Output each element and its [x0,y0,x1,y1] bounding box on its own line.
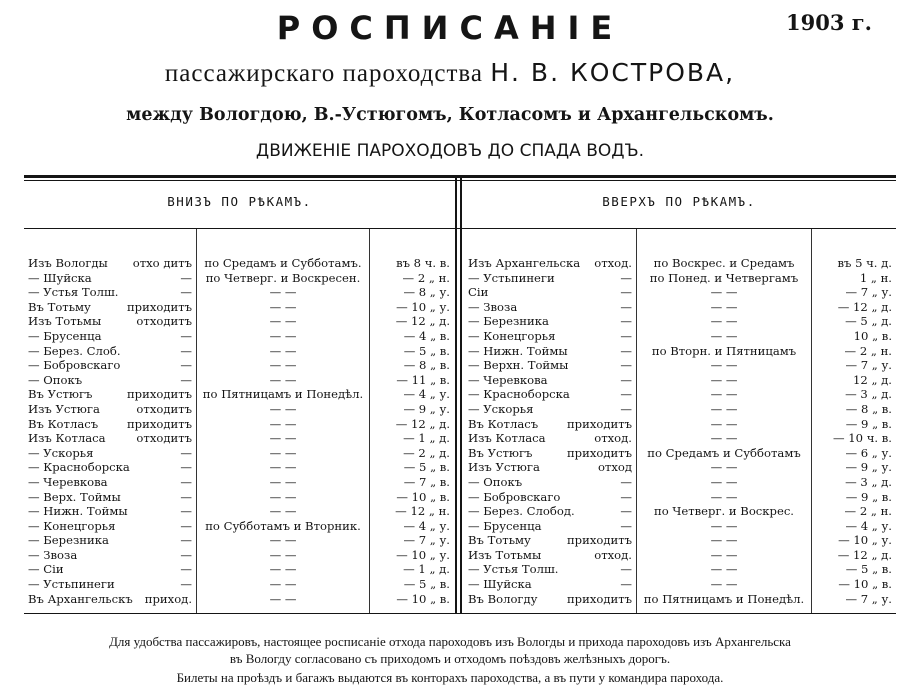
timetable-row [0,460,900,475]
cell-days: — — [710,474,738,489]
cell-place: — Красноборска [28,460,130,475]
cell-days: по Пятницамъ и Понедѣл. [202,387,364,402]
cell-days: — — [269,372,297,387]
timetable-row [0,256,900,271]
timetable-row [0,344,900,359]
cell-days: — — [269,431,297,446]
cell-place: — Устья Толш. [468,562,559,577]
cell-days: — — [269,416,297,431]
cell-place: — Шуйска [28,270,92,285]
cell-time: — 2 „ н. [402,270,450,285]
cell-days: — — [269,547,297,562]
timetable-row [0,446,900,461]
cell-action: приходитъ [566,445,632,460]
cell-action: — [620,489,632,504]
cell-place: — Устьпинеги [468,270,555,285]
cell-place: Въ Устюгъ [28,387,93,402]
cell-place: — Бобровскаго [28,358,121,373]
cell-days: по Субботамъ и Вторник. [205,518,361,533]
cell-days: — — [710,358,738,373]
cell-days: — — [710,285,738,300]
cell-action: отхо дитъ [132,256,192,270]
cell-days: — — [710,372,738,387]
timetable-row [0,475,900,490]
cell-days: — — [269,591,297,606]
cell-action: — [180,504,192,519]
cell-time: — 6 „ у. [845,445,892,460]
cell-time: — 7 „ у. [845,591,892,606]
cell-place: Въ Тотьму [28,299,91,314]
cell-place: — Устья Толш. [28,285,119,300]
timetable-row [0,504,900,519]
cell-time: въ 8 ч. в. [396,256,450,270]
movement-line: ДВИЖЕНІЕ ПАРОХОДОВЪ ДО СПАДА ВОДЪ. [255,141,645,161]
cell-place: — Верх. Тоймы [28,489,121,504]
cell-time: — 11 „ в. [396,372,450,387]
footer-line-3: Билеты на проѣздъ и багажъ выдаются въ конторахъ пароходства, а въ пути у командира парохода. [176,670,724,685]
cell-place: — Ускорья [468,401,534,416]
cell-action: — [180,562,192,577]
cell-action: — [180,577,192,592]
cell-place: — Ускорья [28,445,94,460]
cell-days: — — [269,328,297,343]
cell-action: приходитъ [566,416,632,431]
timetable-row [0,490,900,505]
cell-days: — — [710,416,738,431]
cell-time: 1 „ н. [859,270,892,285]
downstream-heading: ВНИЗЪ ПО РѢКАМЪ. [167,194,312,209]
timetable-row [0,358,900,373]
cell-days: — — [269,401,297,416]
owner-name: Н. В. КОСТРОВА, [490,58,736,87]
cell-time: — 3 „ д. [845,387,892,402]
cell-place: Изъ Устюга [468,460,540,475]
cell-action: приходитъ [126,387,192,402]
cell-days: — — [710,328,738,343]
cell-place: — Звоза [28,547,78,562]
cell-days: по Пятницамъ и Понедѣл. [643,591,805,606]
cell-time: — 8 „ в. [845,401,892,416]
cell-days: — — [710,460,738,475]
cell-action: — [620,372,632,387]
cell-days: — — [269,285,297,300]
cell-place: — Брусенца [28,328,102,343]
cell-time: — 3 „ д. [845,474,892,489]
cell-time: — 8 „ в. [403,358,450,373]
cell-days: по Средамъ и Субботамъ [647,445,801,460]
cell-place: Изъ Вологды [28,256,108,270]
cell-action: — [620,314,632,329]
cell-place: Изъ Тотьмы [28,314,102,329]
cell-place: — Черевкова [468,372,548,387]
cell-days: — — [269,562,297,577]
cell-time: — 10 „ у. [396,547,450,562]
cell-time: — 10 „ у. [838,533,892,548]
cell-time: — 12 „ н. [395,504,450,519]
cell-time: — 1 „ д. [403,431,450,446]
cell-place: — Нижн. Тоймы [468,343,568,358]
cell-time: — 10 „ в. [396,489,450,504]
cell-place: Въ Тотьму [468,533,531,548]
footer-line-1: Для удобства пассажировъ, настоящее росписаніе отхода пароходовъ изъ Вологды и прихода пароходовъ изъ Архангельска [109,634,791,649]
cell-days: — — [710,489,738,504]
timetable-row [0,548,900,563]
cell-action: отход. [594,547,632,562]
cell-time: — 12 „ д. [395,416,450,431]
cell-time: — 2 „ н. [844,504,892,519]
timetable-row [0,577,900,592]
cell-action: — [180,547,192,562]
timetable-row [0,533,900,548]
cell-time: — 5 „ д. [845,314,892,329]
subtitle [0,56,900,91]
cell-action: отход. [594,256,632,270]
cell-action: — [620,270,632,285]
cell-days: — — [710,533,738,548]
cell-action: — [180,489,192,504]
cell-days: по Средамъ и Субботамъ. [204,256,362,270]
cell-place: Въ Архангельскъ [28,591,133,606]
cell-action: — [180,343,192,358]
cell-place: — Верхн. Тоймы [468,358,569,373]
cell-place: Въ Вологду [468,591,538,606]
cell-action: — [620,504,632,519]
cell-place: — Нижн. Тоймы [28,504,128,519]
cell-place: — Шуйска [468,577,532,592]
cell-action: — [620,387,632,402]
cell-time: 10 „ в. [853,328,892,343]
cell-place: Изъ Котласа [28,431,106,446]
cell-time: — 4 „ у. [403,518,450,533]
cell-action: приходитъ [566,591,632,606]
cell-time: — 12 „ д. [395,314,450,329]
cell-days: — — [710,314,738,329]
cell-days: — — [269,343,297,358]
cell-days: — — [710,299,738,314]
cell-place: — Брусенца [468,518,542,533]
route-line: между Вологдою, В.-Устюгомъ, Котласомъ и Архангельскомъ. [126,105,774,125]
cell-place: — Березника [468,314,549,329]
cell-action: — [620,343,632,358]
cell-time: — 1 „ д. [403,562,450,577]
cell-action: — [620,562,632,577]
timetable-row [0,592,900,607]
cell-action: — [620,285,632,300]
cell-time: — 7 „ у. [403,533,450,548]
cell-place: Въ Котласъ [468,416,539,431]
cell-time: — 8 „ у. [403,285,450,300]
cell-place: — Конецгорья [468,328,556,343]
cell-time: — 12 „ д. [837,299,892,314]
cell-days: по Воскрес. и Средамъ [653,256,795,270]
cell-action: — [620,474,632,489]
cell-action: — [180,533,192,548]
timetable-row [0,329,900,344]
cell-place: — Опокъ [28,372,83,387]
cell-days: — — [269,460,297,475]
cell-time: — 9 „ у. [845,460,892,475]
cell-time: — 4 „ у. [845,518,892,533]
cell-time: 12 „ д. [853,372,892,387]
cell-action: — [620,401,632,416]
cell-action: приходитъ [126,416,192,431]
cell-place: — Устьпинеги [28,577,115,592]
cell-action: — [180,372,192,387]
cell-time: — 7 „ у. [845,358,892,373]
cell-action: — [180,270,192,285]
cell-time: — 7 „ у. [845,285,892,300]
cell-days: — — [269,445,297,460]
cell-days: — — [269,358,297,373]
timetable-row [0,387,900,402]
cell-time: — 9 „ в. [845,489,892,504]
cell-action: приходитъ [126,299,192,314]
cell-days: — — [269,533,297,548]
cell-time: — 9 „ у. [403,401,450,416]
cell-days: по Четверг. и Воскрес. [654,504,794,519]
timetable-row [0,271,900,286]
footer-line-2: въ Вологду согласовано съ приходомъ и отходомъ поѣздовъ желѣзныхъ дорогъ. [229,651,671,666]
cell-place: Сіи [468,285,489,300]
cell-time: въ 5 ч. д. [837,256,892,270]
timetable-row [0,285,900,300]
cell-time: — 4 „ в. [403,328,450,343]
cell-days: — — [710,547,738,562]
upstream-table [0,256,900,606]
cell-days: — — [710,562,738,577]
cell-days: — — [269,314,297,329]
cell-time: — 4 „ у. [403,387,450,402]
cell-place: — Берез. Слобод. [468,504,575,519]
cell-action: — [180,460,192,475]
cell-action: — [180,518,192,533]
cell-days: — — [710,387,738,402]
cell-action: отходитъ [136,431,192,446]
cell-action: приходитъ [566,533,632,548]
timetable-row [0,373,900,388]
cell-days: — — [269,489,297,504]
cell-time: — 5 „ в. [845,562,892,577]
cell-action: — [620,577,632,592]
cell-action: отходитъ [136,401,192,416]
cell-days: по Четверг. и Воскресен. [205,270,361,285]
bottom-rule [24,613,896,614]
cell-action: — [180,328,192,343]
cell-days: — — [269,299,297,314]
cell-action: отходитъ [136,314,192,329]
cell-action: отход [597,460,632,475]
timetable-row [0,519,900,534]
cell-place: — Опокъ [468,474,523,489]
cell-time: — 5 „ в. [403,577,450,592]
cell-place: — Черевкова [28,474,108,489]
cell-days: — — [269,504,297,519]
cell-place: — Конецгорья [28,518,116,533]
timetable-row [0,300,900,315]
cell-days: по Вторн. и Пятницамъ [651,343,797,358]
cell-time: — 9 „ в. [845,416,892,431]
timetable-row [0,431,900,446]
page-title: РОСПИСАНІЕ [276,9,624,47]
cell-action: отход. [594,431,632,446]
timetable-row [0,402,900,417]
cell-days: — — [710,431,738,446]
cell-place: — Бобровскаго [468,489,561,504]
cell-time: — 2 „ н. [844,343,892,358]
cell-place: — Красноборска [468,387,570,402]
cell-time: — 12 „ д. [837,547,892,562]
cell-time: — 5 „ в. [403,343,450,358]
cell-action: — [620,299,632,314]
cell-action: — [180,445,192,460]
cell-action: — [620,328,632,343]
subtitle-prefix: пассажирскаго пароходства [164,60,483,87]
cell-action: — [180,358,192,373]
cell-place: — Березника [28,533,109,548]
timetable-row [0,417,900,432]
cell-place: Въ Котласъ [28,416,99,431]
year-label: 1903 г. [786,10,872,35]
timetable-row [0,314,900,329]
cell-time: — 7 „ в. [403,474,450,489]
cell-time: — 10 „ у. [396,299,450,314]
cell-action: — [620,358,632,373]
cell-time: — 10 ч. в. [833,431,892,446]
cell-place: — Сіи [28,562,64,577]
cell-place: Изъ Архангельска [468,256,581,270]
cell-days: — — [710,518,738,533]
cell-place: Изъ Котласа [468,431,546,446]
cell-time: — 10 „ в. [396,591,450,606]
cell-place: Изъ Тотьмы [468,547,542,562]
timetable-row [0,562,900,577]
cell-place: — Звоза [468,299,518,314]
cell-time: — 2 „ д. [403,445,450,460]
cell-action: — [180,285,192,300]
cell-place: — Берез. Слоб. [28,343,121,358]
cell-place: Изъ Устюга [28,401,100,416]
cell-days: по Понед. и Четвергамъ [649,270,799,285]
cell-action: приход. [144,591,192,606]
cell-time: — 5 „ в. [403,460,450,475]
cell-days: — — [269,577,297,592]
cell-days: — — [710,577,738,592]
cell-action: — [620,518,632,533]
cell-action: — [180,474,192,489]
cell-time: — 10 „ в. [838,577,892,592]
cell-days: — — [269,474,297,489]
cell-days: — — [710,401,738,416]
cell-place: Въ Устюгъ [468,445,533,460]
upstream-heading: ВВЕРХЪ ПО РѢКАМЪ. [602,194,756,209]
